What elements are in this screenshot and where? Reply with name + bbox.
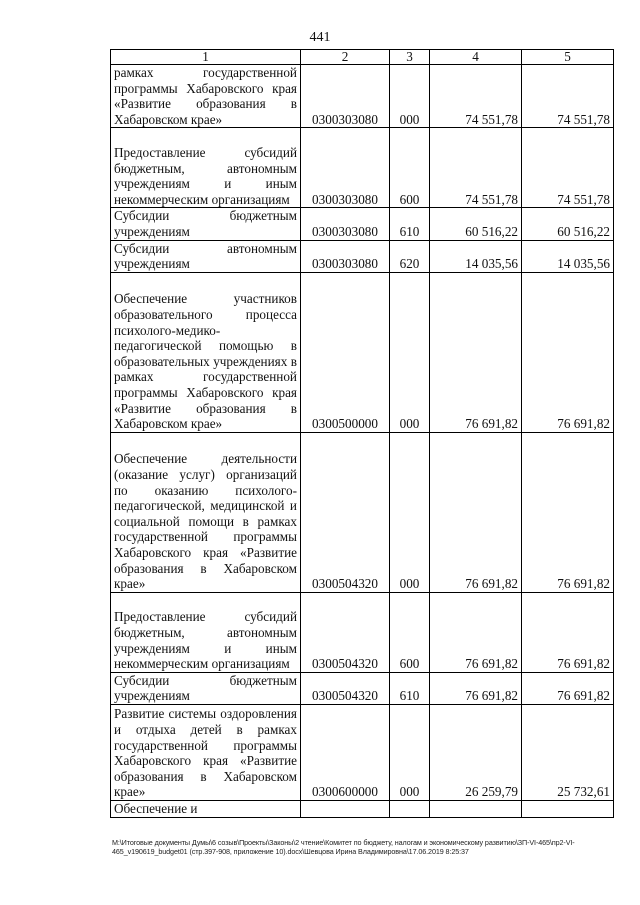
row-value-4: 76 691,82 bbox=[430, 272, 522, 432]
row-name: Развитие системы оздоровления и отдыха детей в рамках государственной программы Хабаровского края «Развитие образования в Хабаровском крае» bbox=[111, 704, 301, 800]
header-cell: 2 bbox=[301, 50, 390, 65]
header-cell: 3 bbox=[390, 50, 430, 65]
row-type: 000 bbox=[390, 704, 430, 800]
table-row bbox=[111, 240, 614, 272]
row-type: 000 bbox=[390, 65, 430, 128]
row-value-5: 60 516,22 bbox=[522, 208, 614, 240]
row-value-5: 74 551,78 bbox=[522, 65, 614, 128]
table-header-row bbox=[111, 50, 614, 65]
row-name: Обеспечение участников образовательного процесса психолого-медико-педагогической помощью в образовательных учреждениях в рамках государственной программы Хабаровского края «Развитие образования в Хабаровском крае» bbox=[111, 272, 301, 432]
table-row bbox=[111, 128, 614, 208]
row-value-5: 76 691,82 bbox=[522, 272, 614, 432]
row-value-5: 25 732,61 bbox=[522, 704, 614, 800]
row-value-4: 76 691,82 bbox=[430, 432, 522, 592]
row-name: Предоставление субсидий бюджетным, автономным учреждениям и иным некоммерческим организациям bbox=[111, 592, 301, 672]
table-row bbox=[111, 432, 614, 592]
row-name: Обеспечение и bbox=[111, 800, 301, 817]
table-row bbox=[111, 800, 614, 817]
document-path-footer: M:\Итоговые документы Думы\6 созыв\Проекты\Законы\2 чтение\Комитет по бюджету, налогам и экономическому развитию\ЗП-VI-465\пр2-VI-465_v190619_budget01 (стр.397-908, приложение 10).docx\Шевцова Ирина Владимировна\17.06.2019 8:25:37 bbox=[112, 838, 575, 856]
row-type: 610 bbox=[390, 208, 430, 240]
row-type: 000 bbox=[390, 432, 430, 592]
table-row bbox=[111, 208, 614, 240]
row-code: 0300303080 bbox=[301, 208, 390, 240]
row-code: 0300500000 bbox=[301, 272, 390, 432]
row-type: 610 bbox=[390, 672, 430, 704]
row-value-4: 26 259,79 bbox=[430, 704, 522, 800]
table-row bbox=[111, 672, 614, 704]
row-value-5: 76 691,82 bbox=[522, 432, 614, 592]
row-value-4 bbox=[430, 800, 522, 817]
row-value-4: 76 691,82 bbox=[430, 672, 522, 704]
row-name: Субсидии бюджетным учреждениям bbox=[111, 208, 301, 240]
row-type: 620 bbox=[390, 240, 430, 272]
row-name: Субсидии автономным учреждениям bbox=[111, 240, 301, 272]
row-code: 0300303080 bbox=[301, 65, 390, 128]
row-code: 0300504320 bbox=[301, 672, 390, 704]
table-row bbox=[111, 704, 614, 800]
table-row bbox=[111, 592, 614, 672]
row-value-4: 60 516,22 bbox=[430, 208, 522, 240]
row-value-5: 76 691,82 bbox=[522, 672, 614, 704]
row-code: 0300303080 bbox=[301, 128, 390, 208]
row-name: Предоставление субсидий бюджетным, автономным учреждениям и иным некоммерческим организациям bbox=[111, 128, 301, 208]
row-value-5 bbox=[522, 800, 614, 817]
row-type bbox=[390, 800, 430, 817]
row-code: 0300600000 bbox=[301, 704, 390, 800]
row-type: 000 bbox=[390, 272, 430, 432]
row-value-4: 76 691,82 bbox=[430, 592, 522, 672]
table-row bbox=[111, 65, 614, 128]
row-name: Субсидии бюджетным учреждениям bbox=[111, 672, 301, 704]
row-name: рамках государственной программы Хабаровского края «Развитие образования в Хабаровском крае» bbox=[111, 65, 301, 128]
row-value-4: 74 551,78 bbox=[430, 65, 522, 128]
row-value-5: 14 035,56 bbox=[522, 240, 614, 272]
row-code: 0300303080 bbox=[301, 240, 390, 272]
row-value-4: 74 551,78 bbox=[430, 128, 522, 208]
header-cell: 1 bbox=[111, 50, 301, 65]
row-value-4: 14 035,56 bbox=[430, 240, 522, 272]
row-value-5: 74 551,78 bbox=[522, 128, 614, 208]
row-code: 0300504320 bbox=[301, 432, 390, 592]
table-row bbox=[111, 272, 614, 432]
row-code: 0300504320 bbox=[301, 592, 390, 672]
row-name: Обеспечение деятельности (оказание услуг) организаций по оказанию психолого-педагогической, медицинской и социальной помощи в рамках государственной программы Хабаровского края «Развитие образования в Хабаровском крае» bbox=[111, 432, 301, 592]
budget-table bbox=[110, 49, 614, 818]
header-cell: 5 bbox=[522, 50, 614, 65]
row-type: 600 bbox=[390, 592, 430, 672]
row-type: 600 bbox=[390, 128, 430, 208]
row-value-5: 76 691,82 bbox=[522, 592, 614, 672]
header-cell: 4 bbox=[430, 50, 522, 65]
page-number: 441 bbox=[309, 30, 331, 45]
row-code bbox=[301, 800, 390, 817]
